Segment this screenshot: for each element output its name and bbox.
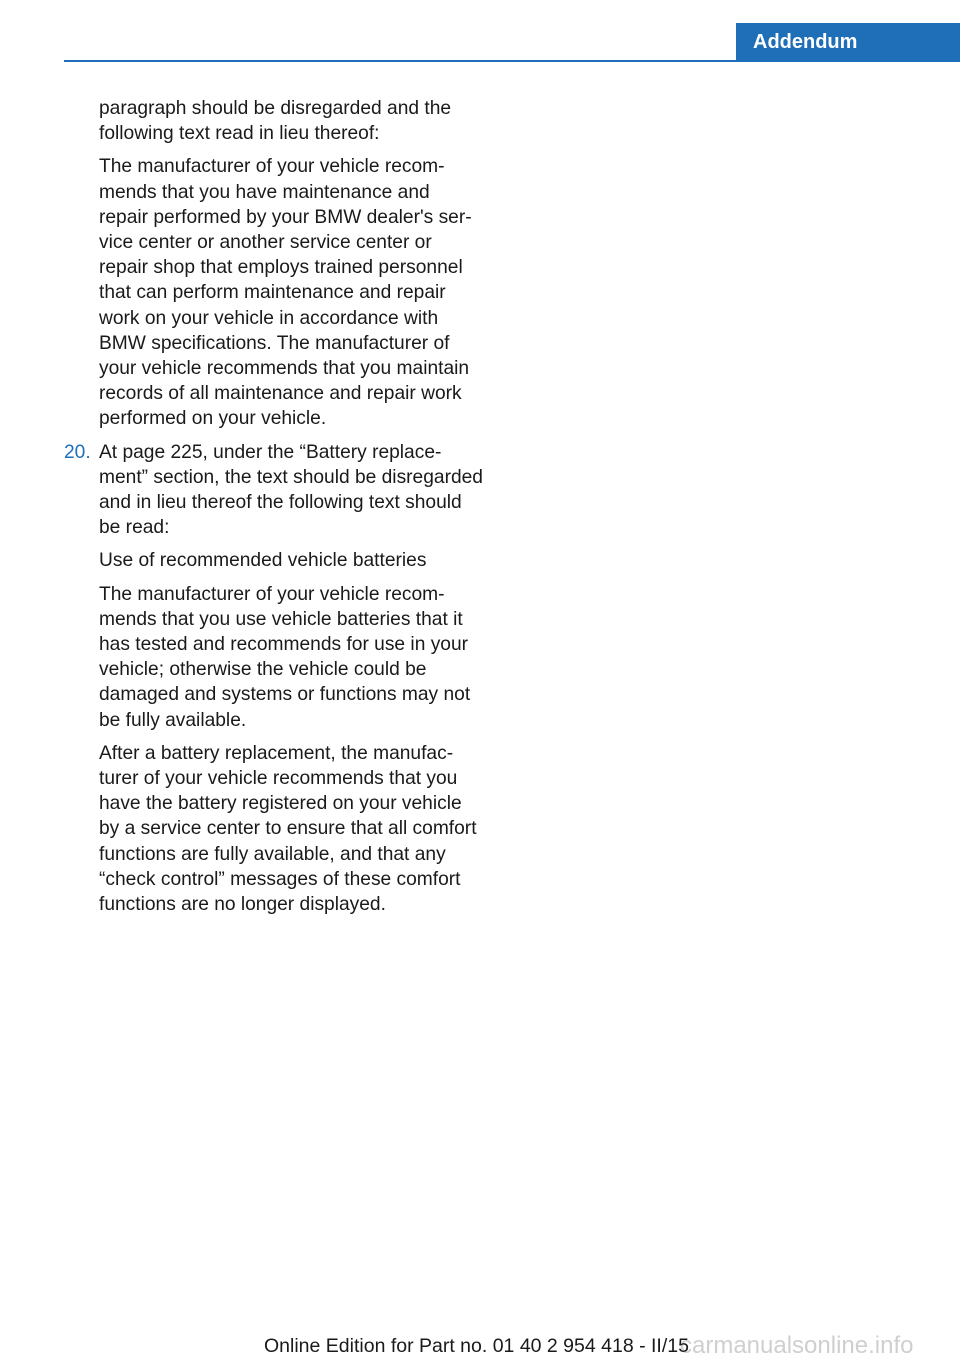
item-paragraph-replacement: After a battery replacement, the manufacturer of your vehicle recommends that you have the battery registered on your vehicle by a service center to ensure that all comfort functions are fully available, and that any “check control” messages of these comfort functions are no longer displayed. <box>99 742 477 916</box>
watermark: carmanualsonline.info <box>680 1332 914 1359</box>
item-paragraph-batteries: The manufacturer of your vehicle recommends that you use vehicle batteries that it has tested and recommends for use in your vehicle; otherwise the vehicle could be damaged and systems or functions may not be fully available. <box>99 583 471 731</box>
list-item-20 <box>64 440 483 918</box>
section-title: Addendum <box>753 31 858 53</box>
item-number: 20. <box>64 441 91 463</box>
page-content <box>64 96 483 925</box>
section-title-tab <box>736 23 960 62</box>
item-subheading: Use of recommended vehicle batteries <box>99 550 427 572</box>
paragraph-continuation: paragraph should be disregarded and the following text read in lieu thereof: <box>99 98 452 145</box>
paragraph-maintenance: The manufacturer of your vehicle recommends that you have maintenance and repair performed by your BMW dealer's service center or another service center or repair shop that employs trained personnel that can perform maintenance and repair work on your vehicle in accordance with BMW specifications. The manufacturer of your vehicle recommends that you maintain records of all maintenance and repair work performed on your vehicle. <box>99 156 472 430</box>
footer-edition: Online Edition for Part no. 01 40 2 954 418 - II/15 <box>264 1335 689 1357</box>
item-intro: At page 225, under the “Battery replacement” section, the text should be disregarded and in lieu thereof the following text should be read: <box>99 441 483 539</box>
